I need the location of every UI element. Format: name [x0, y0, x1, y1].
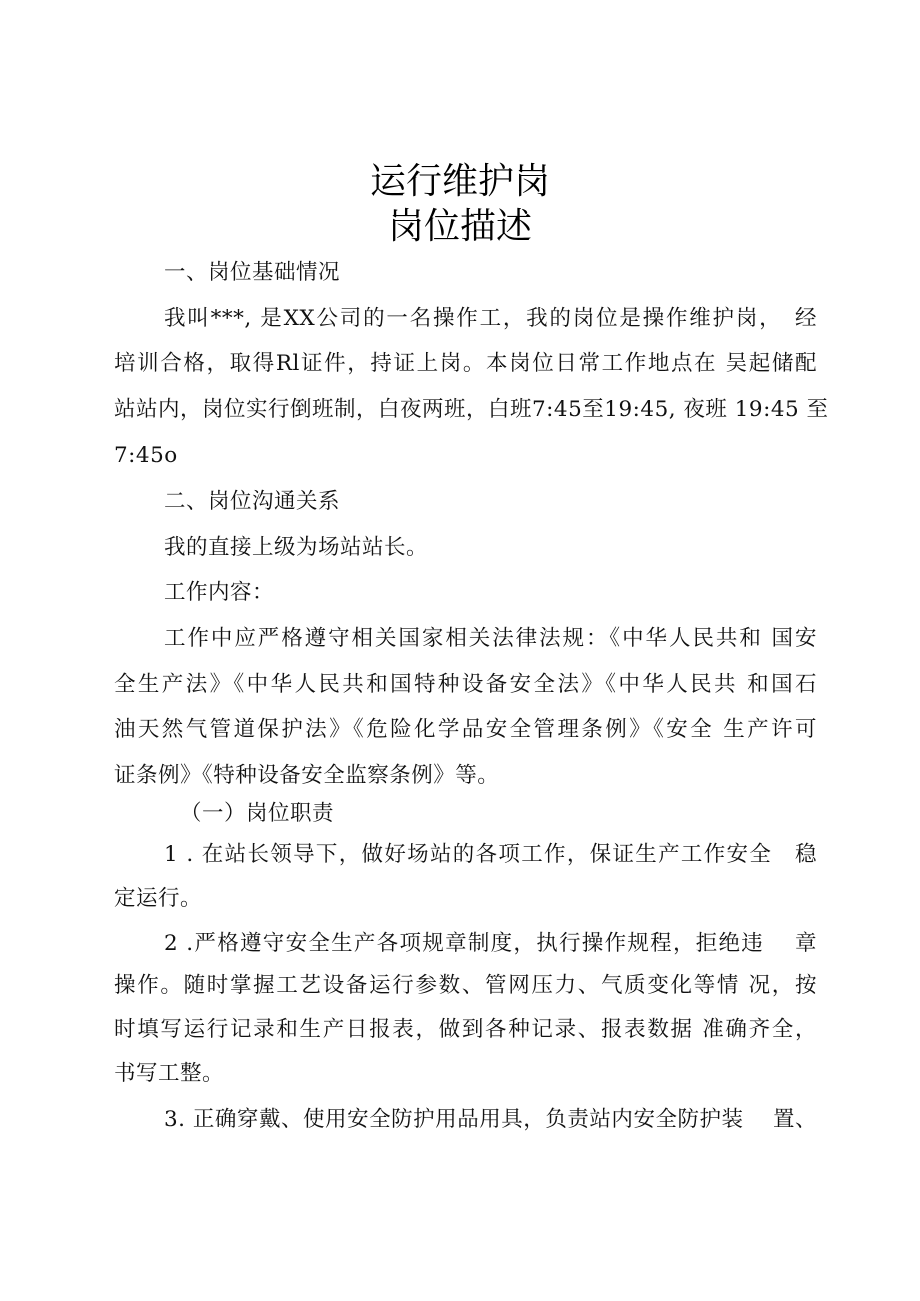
paragraph-line: 油天然气管道保护法》《危险化学品安全管理条例》《安全 生产许可 — [114, 717, 817, 742]
paragraph-line: 7:45o — [114, 443, 178, 468]
paragraph-line: 工作中应严格遵守相关国家相关法律法规：《中华人民共和 国安 — [164, 626, 817, 651]
paragraph-line: 培训合格，取得Rl证件，持证上岗。本岗位日常工作地点在 吴起储配 — [114, 351, 817, 376]
paragraph-line: 2 .严格遵守安全生产各项规章制度，执行操作规程，拒绝违 章 — [164, 931, 817, 956]
paragraph-line: 时填写运行记录和生产日报表，做到各种记录、报表数据 准确齐全， — [114, 1017, 817, 1042]
paragraph-line: 1 . 在站长领导下，做好场站的各项工作，保证生产工作安全 稳 — [164, 842, 817, 867]
section-heading-basic-info: 一、岗位基础情况 — [164, 260, 341, 285]
paragraph-line: 操作。随时掌握工艺设备运行参数、管网压力、气质变化等情 况，按 — [114, 973, 817, 998]
paragraph-line: 书写工整。 — [114, 1061, 225, 1086]
paragraph-line: 我叫***, 是XX公司的一名操作工，我的岗位是操作维护岗， 经 — [164, 306, 817, 331]
paragraph-line: 全生产法》《中华人民共和国特种设备安全法》《中华人民共 和国石 — [114, 672, 817, 697]
paragraph-line: 定运行。 — [114, 886, 203, 911]
paragraph-line: 我的直接上级为场站站长。 — [164, 535, 429, 560]
document-title-line1: 运行维护岗 — [369, 161, 550, 202]
section-heading-communication: 二、岗位沟通关系 — [164, 489, 341, 514]
paragraph-line: 站站内，岗位实行倒班制，白夜两班，白班7:45至19:45, 夜班 19:45 至 — [114, 397, 829, 422]
subsection-heading-duties: （一）岗位职责 — [180, 801, 335, 826]
paragraph-line: 证条例》《特种设备安全监察条例》等。 — [114, 763, 500, 788]
document-title-line2: 岗位描述 — [387, 206, 532, 247]
paragraph-line: 工作内容： — [164, 580, 275, 605]
paragraph-line: 3. 正确穿戴、使用安全防护用品用具，负责站内安全防护装 置、 — [164, 1107, 817, 1132]
